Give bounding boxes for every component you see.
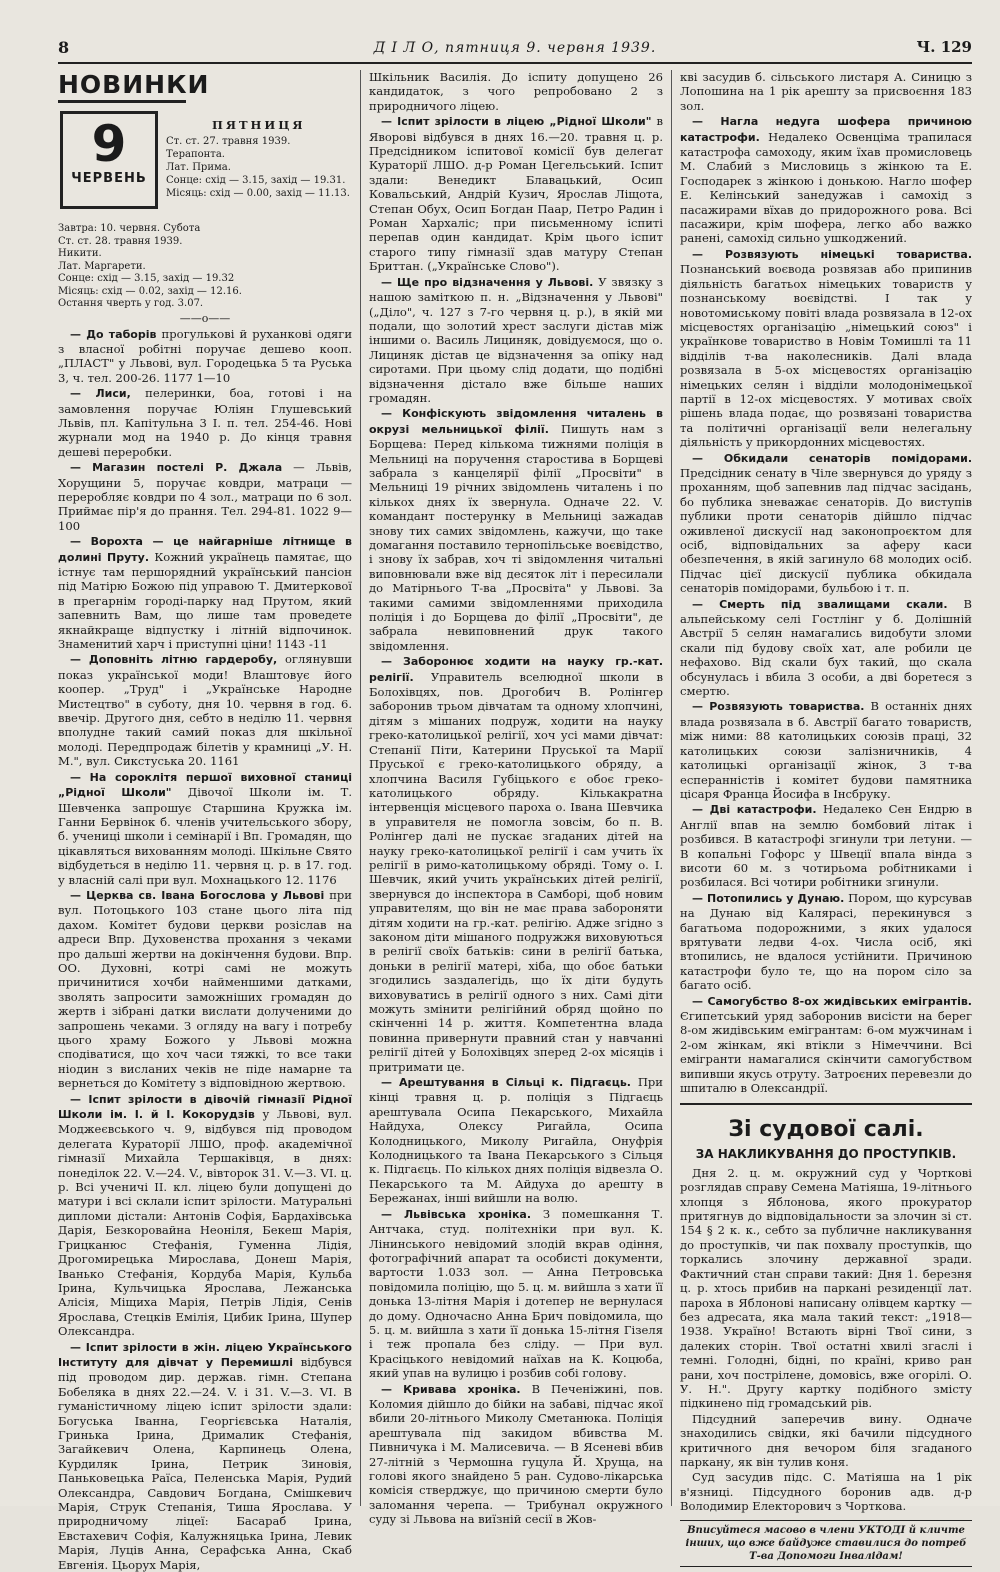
footer-notice: Вписуйтеся масово в члени УКТОДІ й кличте інших, що вже байдуже ставилися до потреб Т-ва Допомоги Інвалідам! xyxy=(680,1520,972,1567)
news-item xyxy=(369,1382,663,1527)
news-item-title: — Ворохта — це найгарніше літнище в долині Пруту. xyxy=(58,535,352,564)
almanac-line: Місяць: схід — 0.00, захід — 11.13. xyxy=(166,188,350,199)
news-item-body: З помешкання Т. Антчака, студ. політехніки при вул. К. Лінинського невідомий злодій вкрав одіння, фотографічний апарат та особисті документи, вартости 1.033 зол. — Анна Петровська повідомила поліцію, що 5. ц. м. вийшла з хати її донька 13-літня Марія і дотепер не вернулася до дому. Одночасно Анна Брич повідомила, що 5. ц. м. вийшла з хати її донька 15-літня Гізеля і теж пропала без сліду. — При вул. Красіцького невідомий наїхав на К. Коцюба, який упав на вулицю і розбив собі голову. xyxy=(369,1206,664,1381)
tomorrow-line: Сонце: схід — 3.15, захід — 19.32 xyxy=(58,273,235,284)
news-item-title: — Ще про відзначення у Львові. xyxy=(381,275,594,289)
news-item-body: відбувся під проводом дир. держав. гімн. Степана Бобеляка в днях 22.—24. V. і 31. V.—3. VI. В гуманістичному ліцею іспит зрілости здали: Богуська Іванна, Георгієвська Наталія, Гринька Ірина, Дрималик Стефанія, Загайкевич Олена, Карпинець Олена, Курдиляк Ірина, Петрик Зиновія, Паньковецька Раїса, Пеленська Марія, Рудий Олександра, Савдович Богдана, Смішкевич Марія, Струк Степанія, Тиша Ярослава. У природничому ліцеї: Басараб Ірина, Евстахевич Софія, Калужняцька Ірина, Левик Марія, Луців Анна, Серафська Анна, Скаб Евгенія. Цьорух Марія, xyxy=(58,1354,353,1572)
columns xyxy=(58,70,973,1572)
court-paragraph: Дня 2. ц. м. окружний суд у Чорткові розглядав справу Семена Матіяша, 19-літнього хлопця з Яблонова, якого прокуратор притягнув до відповідальности за злочин зі ст. 154 § 2 к. к., себто за публичне накликування до проступків, чи пак похвалу проступків, що торкались злочину державної зради. Фактичний стан справи такий: Дня 1. березня ц. р. хтось прибив на паркані резиденції лат. пароха в Яблонові написану олівцем картку — без адресата, яка мала такий текст: „1918—1938. Україно! Встають вірні Твої сини, з далеких сторін. Твої остатні хвилі згаслі і темні. Голодні, бідні, по країні, криво ран рани, хоч пострілене, домовісь, вже огорілі. О. У. Н.". Другу картку подібного змісту підкинено під громадський рів. xyxy=(680,1165,972,1411)
date-block xyxy=(58,111,352,223)
news-item xyxy=(680,699,972,801)
news-item-title: — Іспит зрілости в дівочій гімназії Рідної Школи ім. І. й І. Кокорудзів xyxy=(58,1092,352,1122)
news-item xyxy=(680,247,972,450)
news-item-title: — До таборів xyxy=(70,327,157,341)
issue-number: Ч. 129 xyxy=(916,38,972,56)
news-item-body: Кожний українець памятає, що істнує там першорядний український пансіон під Матірю Божою під управою Т. Дмитеркової в прегарнім городі-парку над Прутом, який запевнить Вам, що лише там проведете якнайкраще відпустку і літній відпочинок. Знаменитий харч і приступні ціни! 1143 -11 xyxy=(58,549,352,652)
news-item-body: Єгипетський уряд заборонив висісти на берег 8-ом жидівським емігрантам: 6-ом мужчинам і 2-ом жінкам, які втікли з Німеччини. Всі емігранти намагалися скінчити самогубством випивши якусь отруту. Затроєних перевезли до шпиталю в Олександрії. xyxy=(680,1009,972,1096)
news-item-title: — Іспит зрілости в ліцею „Рідної Школи" xyxy=(381,115,652,129)
news-item-title: — Нагла недуга шофера причиною катастрофи. xyxy=(680,115,972,144)
news-item xyxy=(58,386,352,459)
news-item xyxy=(369,114,663,273)
news-item xyxy=(58,770,352,887)
news-item-body: Пишуть нам з Борщева: Перед кількома тижнями поліція в Мельниці на поручення старостива в Борщеві забрала з канцелярії філії „Просвіти" в Мельниці 19 річних звідомлень читалень і по кількох днях їх звернула. Одначе 22. V. командант постерунку в Мельниці зажадав знову тих самих звідомлень, кажучи, що таке домагання поставило тернопільське воєвідство, і знову їх забрав, хоч ті звідомлення читальні виповнювали вже від десяток літ і пересилали до Матірнього Т-ва „Просвіта" у Львові. За такими самими звідомленнями приходила поліція і до Борщева до філії „Просвіти", де забрала невиповнений друк такого звідомлення. xyxy=(369,421,664,653)
news-item xyxy=(680,994,972,1096)
news-item-body: Предсідник сенату в Чіле звернувся до уряду з проханням, щоб запевнив лад підчас засідань, бо публика зневажає сенаторів. До виступів публики проти сенаторів дійшло підчас оживленої дискусії над законопроєктом для осіб, відповідальних за аферу каси обезпечення, в якій загинуло 68 молодих осіб. Підчас цієї дискусії публика обкидала сенаторів помідорами, бульбою і т. п. xyxy=(680,465,972,596)
news-item-title: — Лиси, xyxy=(70,387,131,401)
news-item-title: — Церква св. Івана Богослова у Львові xyxy=(70,888,325,902)
news-item-body: при вул. Потоцького 103 стане цього літа під дахом. Комітет будови церкви розіслав на адреси Впр. Духовенства прохання з чеками про дальші жертви на докінчення будови. Впр. ОО. Духовні, котрі самі не можуть причинитися хочби найменшими датками, зволять запросити заможніших громадян до жертв і зібрані датки вислати долученими до запрошень чеками. З огляду на вагу і потребу цього храму Божого у Львові можна сподіватися, що хоч часи тяжкі, то все таки ніодин з висланих чеків не піде намарне та вернеться до Комітету з відповідною жертвою. xyxy=(58,887,352,1091)
news-item-body: Недалеко Освенціма трапилася катастрофа самоходу, яким їхав промисловець М. Слабий з Мисловиць з жінкою та Е. Господарек з жінкою і донькою. Нагло шофер Е. Келінський занедужав і самохід з пасажирами вїхав до придорожного рова. Всі пасажири, крім шофера, легко або важко ранені, самохід сильно ушкоджений. xyxy=(680,129,972,246)
continued-text: Шкільник Василія. До іспиту допущено 26 кандидаток, з чого репробовано 2 з природничого ліцею. xyxy=(369,70,663,113)
court-paragraph: Суд засудив підс. С. Матіяша на 1 рік в'язниці. Підсудного боронив адв. д-р Володимир Електорович з Чорткова. xyxy=(680,1470,972,1514)
news-item-body: При кінці травня ц. р. поліція з Підгаєць арештувала Осипа Пекарського, Михайла Найдуха, Олексу Ригайла, Осипа Колодницького, Миколу Ригайла, Онуфрія Колодницького та Івана Пекарського з Сільця к. Підгаєць. По кількох днях поліція відвезла О. Пекарського та М. Айдуха до арешту в Бережанах, інші вийшли на волю. xyxy=(369,1075,664,1206)
news-item-title: — Смерть під звалищами скали. xyxy=(692,597,948,611)
news-item-title: — Доповніть літню гардеробу, xyxy=(70,653,278,667)
news-item-body: Дівочої Школи ім. Т. Шевченка запрошує Старшина Кружка ім. Ганни Бервінок б. членів учительського збору, б. учениці школи і семінарії і Вп. Громадян, що цікавляться вихованням молоді. Шкільне Свято відбудеться в неділю 11. червня ц. р. в 17. год. у власній салі при вул. Мохнацького 12. 1176 xyxy=(58,785,352,887)
news-item-title: — Розвязують німецькі товариства. xyxy=(692,247,972,261)
column-rule xyxy=(360,70,361,1506)
tomorrow-almanac xyxy=(58,223,352,311)
column-1 xyxy=(58,70,353,1572)
tomorrow-line: Завтра: 10. червня. Субота xyxy=(58,223,201,234)
news-item-title: — Арештування в Сільці к. Підгаєць. xyxy=(381,1076,631,1090)
news-item xyxy=(369,654,663,1074)
section-title: НОВИНКИ xyxy=(58,70,186,103)
news-item-body: Недалеко Сен Ендрю в Англії впав на землю бомбовий літак і розбився. В катастрофі згинули три летуни. — В копальні Гофорс у Швеції впала вінда з висоти 60 м. з чотирьома робітниками і розбилася. Всі чотири робітники згинули. xyxy=(680,802,973,890)
column-3 xyxy=(680,70,973,1562)
tomorrow-line: Никити. xyxy=(58,248,102,259)
tomorrow-line: Остання чверть у год. 3.07. xyxy=(58,298,204,309)
news-item-title: — Обкидали сенаторів помідорами. xyxy=(692,451,972,465)
news-item-body: У звязку з нашою заміткою п. н. „Відзначення у Львові" („Діло", ч. 127 з 7-го червня ц. р.), в якій ми подали, що золотий хрест заслуги дістав між іншими о. Василь Лициняк, довідуємося, що о. Лициняк дістав це відзначення за опіку над сиротами. При цьому слід додати, що подібні відзначення дістало вже більше наших громадян. xyxy=(369,274,664,405)
news-item-body: пелеринки, боа, готові і на замовлення поручає Юліян Глушевський Львів, пл. Капітульна 3 І. п. тел. 254-46. Нові журнали мод на 1940 р. До кінця травня дешеві переробки. xyxy=(58,386,352,459)
news-item-body: В Печеніжині, пов. Коломия дійшло до бійки на забаві, підчас якої вбили 20-літнього Миколу Сметанюка. Поліція арештувала під закидом вбивства М. Пивничука і М. Малисевича. — В Ясеневі вбив 27-літній з Чермошна гуцула Й. Хруща, на голові якого знайдено 5 ран. Судово-лікарська комісія стверджує, що причиною смерти було заломання черепа. — Трибунал окружного суду зі Львова на виїзній сесії в Жов- xyxy=(369,1381,663,1527)
news-item-body: в Яворові відбувся в днях 16.—20. травня ц. р. Предсідником іспитової комісії був делегат Кураторії ЛШО. д-р Роман Цегельський. Іспит здали: Венедикт Блавацький, Осип Ковальський, Андрій Кузич, Ярослав Ліщота, Степан Обух, Осип Богдан Паар, Петро Радин і Роман Хархаліс; при письменному іспиті перепав один кандидат. Крім цього іспит старого типу гімназії здав матуру Степан Бриттан. („Українське Слово"). xyxy=(369,114,664,274)
news-item-body: Пором, що курсував на Дунаю від Калярасі, перекинувся з багатьома подорожними, з яких удалося врятувати ледви 4-ох. Числа осіб, які втопились, не вдалося устійнити. Причиною катастрофи було те, що на пором сіло за багато осіб. xyxy=(680,890,973,993)
tomorrow-line: Місяць: схід — 0.02, захід — 12.16. xyxy=(58,285,242,297)
masthead-title: Д І Л О, пятниця 9. червня 1939. xyxy=(373,40,657,56)
almanac-line: Терапонта. xyxy=(166,149,225,160)
news-item xyxy=(680,114,972,246)
court-section-title: Зі судової салі. xyxy=(680,1103,972,1145)
news-item-body: прогулькові й руханкові одяги з власної робітні поручає дешево кооп. „ПЛАСТ" у Львові, вул. Городецька 5 та Руська 3, ч. тел. 200-26. 1177 1—10 xyxy=(58,326,353,385)
almanac-line: Ст. ст. 27. травня 1939. xyxy=(166,136,291,147)
news-item xyxy=(680,891,972,993)
news-item xyxy=(58,888,352,1091)
column-2 xyxy=(369,70,664,1527)
masthead xyxy=(58,38,972,64)
almanac-line: Лат. Прима. xyxy=(166,162,231,173)
continued-text: кві засудив б. сільського листаря А. Синицю з Лопошина на 1 рік арешту за присвоєння 183 зол. xyxy=(680,70,972,113)
news-item xyxy=(680,597,972,699)
news-item xyxy=(369,1075,663,1206)
date-day-number: 9 xyxy=(91,115,127,173)
divider: ——о—— xyxy=(179,311,231,325)
news-item-title: — Розвязують товариства. xyxy=(692,700,865,714)
news-item-title: — Магазин постелі Р. Джала xyxy=(70,461,283,475)
news-item-body: В останніх днях влада розвязала в б. Австрії багато товариств, між ними: 88 католицьких союзів праці, 32 католицьких союзи залізничників, 4 католицькі організації жінок, 3 т-ва есперанністів і комітет будови памятника цісаря Франца Йосифа в Інсбруку. xyxy=(680,699,973,801)
date-box xyxy=(60,111,158,209)
news-item xyxy=(58,327,352,386)
news-item-body: Познанський воєвода розвязав або припинив діяльність багатьох німецьких товариств у познанському воєвідстві. І так у новотомиському повіті влада розвязала в 12-ох місцевостях організацію „німецький союз" і українкове товариство в Новім Томишлі та 11 відділів т-ва наколесників. Далі влада розвязала в 5-ох місцевостях організацію німецьких селян і відділи молодонімецької партії в 12-ох місцевостях. У мотивах своїх рішень влада подає, що розвязані товариства та політичні організації вели нелегальну діяльність у прикордонних місцевостях. xyxy=(680,262,972,450)
news-item xyxy=(58,1340,352,1572)
news-item-body: оглянувши показ української моди! Влаштовує його коопер. „Труд" і „Українське Народне Мистецтво" в суботу, дня 10. червня в год. 6. ввечір. Другого дня, себто в неділю 11. червня вполудне такий самий показ для шкільної молоді. Передпродаж білетів у крамниці „У. Н. М.", вул. Сикстуська 20. 1161 xyxy=(58,652,353,769)
news-item-title: — Заборонює ходити на науку гр.-кат. релігії. xyxy=(369,655,663,684)
news-item xyxy=(58,1092,352,1339)
court-paragraph: Підсудний заперечив вину. Одначе знаходились свідки, які бачили підсудного критичного дня вечором біля згаданого паркану, як він тулив коня. xyxy=(680,1411,972,1469)
news-item xyxy=(58,652,352,768)
date-month: ЧЕРВЕНЬ xyxy=(71,171,147,186)
news-item-body: — Львів, Хорущини 5, поручає ковдри, матраци — переробляє ковдри по 4 зол., матраци по 6 зол. Приймає пір'я до прання. Тел. 294-81. 1022 9—100 xyxy=(58,460,352,533)
news-item-title: — Кривава хроніка. xyxy=(381,1382,521,1396)
almanac-weekday: ПЯТНИЦЯ xyxy=(212,118,306,132)
news-item-title: — Потопились у Дунаю. xyxy=(692,891,845,905)
news-item xyxy=(369,275,663,406)
news-item-title: — Самогубство 8-ох жидівських емігрантів. xyxy=(692,994,972,1008)
column-rule xyxy=(671,70,672,1506)
news-item xyxy=(369,1207,663,1381)
news-item-title: — На сороклітя першої виховної станиці „Рідної Школи" xyxy=(58,770,352,800)
news-item-title: — Львівська хроніка. xyxy=(381,1207,532,1221)
almanac-line: Сонце: схід — 3.15, захід — 19.31. xyxy=(166,175,346,186)
news-item-body: у Львові, вул. Моджеєвського ч. 9, відбувся під проводом делегата Кураторії ЛШО, проф. академічної гімназії Михайла Тершаківця, в днях: понеділок 22. V.—24. V., вівторок 31. V.—3. VI. ц. р. Всі ученичі II. кл. ліцею були допущені до матури і всі склали іспит зрілости. Матуральні дипломи дістали: Антонів Софія, Бардахівська Дарія, Безкоровайна Неоніля, Бекеш Марія, Грицканюс Стефанія, Гуменна Лідія, Дрогомирецька Мирослава, Донеш Марія, Іванько Стефанія, Кордуба Марія, Кульба Ірина, Кульчицька Ярослава, Лежанська Алісія, Міщиха Марія, Петрів Лідія, Сенів Ярослава, Стецків Емілія, Цибик Ірина, Шупер Олександра. xyxy=(58,1107,352,1339)
page-number: 8 xyxy=(58,38,70,57)
court-article-headline: ЗА НАКЛИКУВАННЯ ДО ПРОСТУПКІВ. xyxy=(695,1147,957,1162)
news-item-body: Управитель вселюдної школи в Болохівцях, пов. Дрогобич В. Ролінгер заборонив трьом дівчатам та одному хлопчині, дітям з мішаних подруж, ходити на науку греко-католицької релігії, хоч усі мами дівчат: Степанії Піти, Катерини Пруської та Марії Пруської є греко-католицького обряду, а хлопчина Василя Губіцького є обоє греко-католицького обряду. Кількакратна інтервенція місцевого пароха о. Івана Шевчика в управителя не помогла зовсім, бо п. В. Ролінгер далі не пускає згаданих дітей на науку греко-католицької релігії і сам учить їх релігії в римо-католицькому обряді. Тому о. І. Шевчик, який учить українських дітей релігії, звернувся до інспектора в Самборі, щоб новим управителям, що він не має права забороняти дітям ходити на гр.-кат. релігію. Адже згідно з законом діти мішаного подружжя виховуються в релігії своїх батьків: сини в релігії батька, доньки в релігії матері, хіба, що обоє батьки згодились заздалегідь, що їх діти будуть виховуватись в релігії одного з них. Самі діти можуть змінити релігійний обряд щойно по скінченні 14 р. життя. Компетентна влада повинна привернути правний стан у навчанні релігії дітей у Болохівцях зперед 2-ох місяців і притримати це. xyxy=(369,669,663,1074)
news-item xyxy=(58,460,352,533)
news-item-title: — Конфіскують звідомлення читалень в окрузі мельницької філії. xyxy=(369,407,663,436)
news-item-title: — Іспит зрілости в жін. ліцею Українського Інституту для дівчат у Перемишлі xyxy=(58,1340,352,1369)
almanac xyxy=(166,119,352,200)
news-item xyxy=(58,534,352,651)
news-item-title: — Дві катастрофи. xyxy=(692,803,817,817)
news-item-body: В альпейському селі Гостлінг у б. Долішній Австрії 5 селян намагались видобути зломи скали під будову своїх хат, але робили це нефахово. Від скали бух такий, що скала обсунулась і вбила 3 особи, а дві боретеся з смертю. xyxy=(680,596,973,699)
news-item xyxy=(680,451,972,596)
tomorrow-line: Ст. ст. 28. травня 1939. xyxy=(58,235,183,247)
news-item xyxy=(680,802,972,889)
tomorrow-line: Лат. Маргарети. xyxy=(58,260,146,272)
news-item xyxy=(369,406,663,653)
